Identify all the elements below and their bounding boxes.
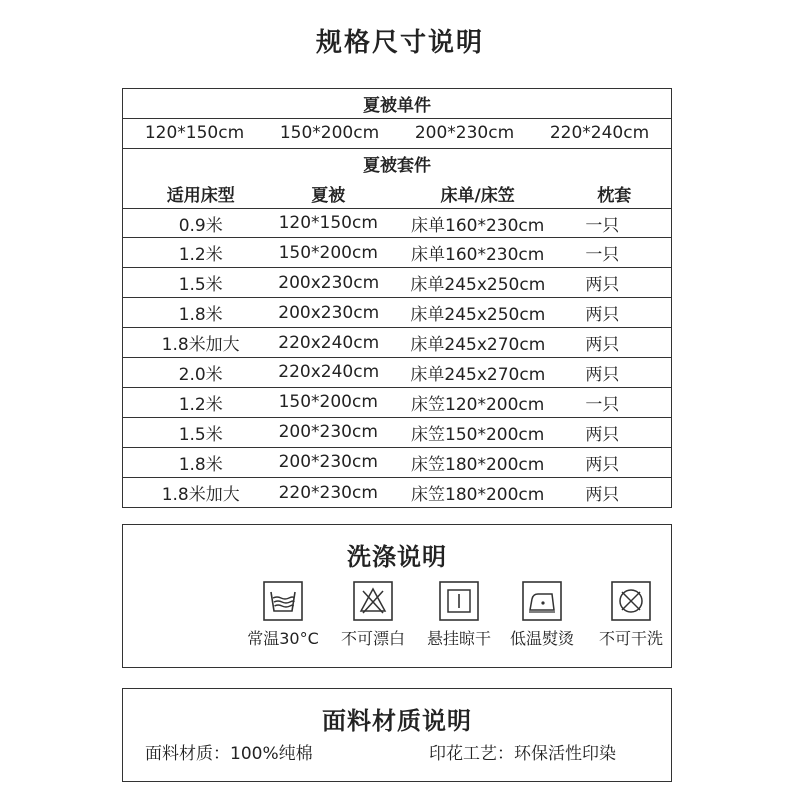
wash-label: 不可漂白 (340, 629, 405, 648)
bed-type-cell: 1.8米加大 (161, 485, 240, 506)
set-table-row (123, 268, 671, 298)
quilt-size-cell: 200x230cm (278, 272, 380, 293)
washing-instructions-box (122, 524, 672, 668)
page-title: 规格尺寸说明 (315, 28, 484, 58)
wash-item-low-iron (497, 581, 587, 649)
pillowcase-cell: 两只 (585, 335, 620, 356)
set-table-row (123, 298, 671, 328)
sheet-size-cell: 床笠150*200cm (411, 424, 545, 445)
wash-item-hang-dry (414, 581, 504, 649)
low-iron-icon (522, 581, 562, 621)
bed-type-cell: 1.8米 (178, 454, 223, 475)
sheet-size-cell: 床单245x250cm (410, 305, 546, 326)
size-table (122, 88, 672, 508)
pillowcase-cell: 一只 (585, 245, 620, 266)
sheet-size-cell: 床单245x270cm (410, 335, 546, 356)
column-header-sheet: 床单/床笠 (440, 185, 515, 206)
pillowcase-cell: 两只 (585, 424, 620, 445)
sheet-size-cell: 床单245x250cm (410, 275, 546, 296)
sheet-size-cell: 床笠180*200cm (411, 485, 545, 506)
no-bleach-icon (353, 581, 393, 621)
set-table-row (123, 418, 671, 448)
quilt-size-cell: 200*230cm (278, 452, 378, 473)
quilt-size-cell: 220*230cm (278, 482, 378, 503)
single-size: 200*230cm (414, 123, 515, 144)
sheet-size-cell: 床单160*230cm (411, 215, 545, 236)
pillowcase-cell: 一只 (585, 215, 620, 236)
bed-type-cell: 0.9米 (178, 215, 223, 236)
set-table-row (123, 238, 671, 268)
single-size: 120*150cm (144, 123, 245, 144)
set-table-row (123, 448, 671, 478)
single-size: 220*240cm (549, 123, 650, 144)
sheet-size-cell: 床单245x270cm (410, 364, 546, 385)
bed-type-cell: 1.8米加大 (161, 335, 240, 356)
bed-type-cell: 1.8米 (178, 305, 223, 326)
pillowcase-cell: 两只 (585, 364, 620, 385)
quilt-size-cell: 150*200cm (278, 242, 378, 263)
sheet-size-cell: 床单160*230cm (411, 245, 545, 266)
set-table-row (123, 388, 671, 418)
quilt-size-cell: 200x230cm (278, 302, 380, 323)
wash-item-no-bleach (328, 581, 418, 649)
column-header-quilt: 夏被 (311, 185, 346, 206)
wash-tub-icon (263, 581, 303, 621)
quilt-size-cell: 120*150cm (278, 213, 378, 233)
sheet-size-cell: 床笠120*200cm (411, 394, 545, 415)
column-header-pillowcase: 枕套 (597, 185, 632, 206)
quilt-size-cell: 200*230cm (278, 422, 378, 443)
wash-label: 不可干洗 (598, 629, 663, 648)
bed-type-cell: 1.2米 (178, 245, 223, 266)
quilt-size-cell: 150*200cm (278, 392, 378, 413)
material-title: 面料材质说明 (322, 707, 472, 735)
material-box (122, 688, 672, 782)
pillowcase-cell: 两只 (585, 305, 620, 326)
fabric-text: 面料材质：100%纯棉 (145, 744, 313, 764)
bed-type-cell: 1.2米 (178, 394, 223, 415)
wash-label: 低温熨烫 (509, 629, 574, 648)
set-table-row (123, 358, 671, 388)
column-header-bed-type: 适用床型 (166, 185, 235, 206)
sheet-size-cell: 床笠180*200cm (411, 454, 545, 475)
single-size: 150*200cm (279, 123, 380, 144)
set-table-row (123, 209, 671, 239)
quilt-size-cell: 220x240cm (278, 362, 380, 383)
set-table-row (123, 328, 671, 358)
bed-type-cell: 1.5米 (178, 424, 223, 445)
single-sizes-row (123, 119, 671, 149)
printing-text: 印花工艺：环保活性印染 (429, 744, 616, 764)
washing-title: 洗涤说明 (347, 543, 447, 571)
bed-type-cell: 2.0米 (178, 364, 223, 385)
washing-items (123, 581, 671, 661)
quilt-size-cell: 220x240cm (278, 332, 380, 353)
single-section-header: 夏被单件 (123, 89, 671, 119)
wash-item-no-dry-clean (586, 581, 676, 649)
wash-label: 悬挂晾干 (426, 629, 491, 648)
wash-item-normal-temp (238, 581, 328, 649)
no-dry-clean-icon (611, 581, 651, 621)
set-column-headers (123, 179, 671, 209)
pillowcase-cell: 两只 (585, 454, 620, 475)
pillowcase-cell: 两只 (585, 485, 620, 506)
pillowcase-cell: 一只 (585, 394, 620, 415)
bed-type-cell: 1.5米 (178, 275, 223, 296)
pillowcase-cell: 两只 (585, 275, 620, 296)
set-table-row (123, 478, 671, 508)
set-section-header: 夏被套件 (363, 156, 431, 177)
wash-label: 常温30°C (247, 629, 319, 648)
hang-dry-icon (439, 581, 479, 621)
